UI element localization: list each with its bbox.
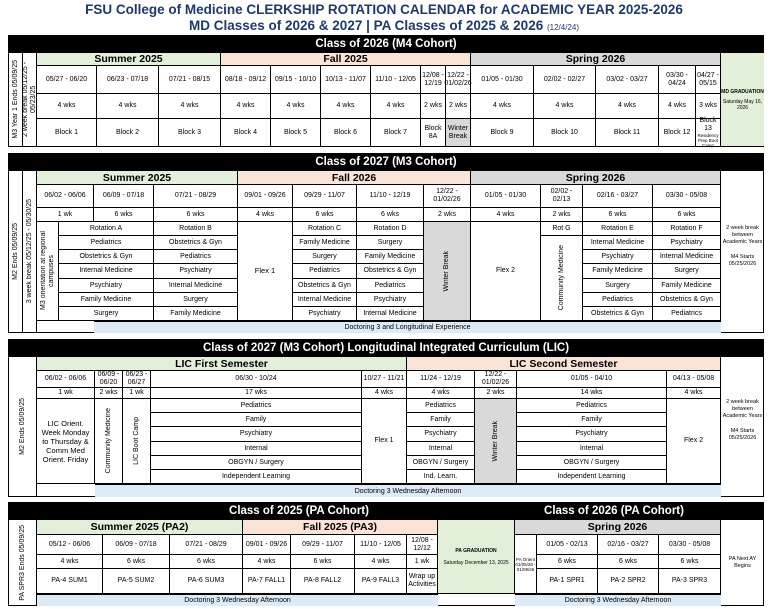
- lic-item: Pediatrics: [407, 399, 474, 413]
- side-note: 2 week break between Academic Years M4 Starts 05/25/2026: [722, 399, 763, 441]
- date-range-cell: 11/24 - 12/19: [407, 371, 475, 388]
- dates-cell: 07/21 - 08/29: [170, 535, 243, 555]
- rotation-item: Obstetrics & Gyn: [59, 250, 153, 264]
- weeks-cell: 1 wk: [37, 208, 94, 222]
- weeks-cell: 1 wk: [123, 388, 151, 399]
- dates-cell: 02/16 - 03/27: [598, 535, 659, 555]
- rotation-item: Internal Medicine: [154, 279, 237, 293]
- rotation-item: Surgery: [653, 264, 720, 278]
- weeks-cell: 6 wks: [583, 208, 653, 222]
- date-range-cell: 06/02 - 06/06: [37, 371, 95, 388]
- rotation-item: Internal Medicine: [583, 236, 652, 250]
- lic-item: Psychiatry: [151, 427, 361, 441]
- section-heading: Class of 2026 (M4 Cohort): [9, 36, 763, 53]
- semester-lic-first: LIC First Semester: [37, 357, 407, 371]
- rotation-item: Pediatrics: [583, 293, 652, 307]
- section-class-2027-lic: [8, 339, 764, 497]
- date-range-cell: 12/22 - 01/02/26: [446, 66, 471, 94]
- date-range-cell: 03/30 - 04/24: [659, 66, 696, 94]
- rotation-item: Surgery: [583, 279, 652, 293]
- weeks-cell: 2 wks: [541, 208, 583, 222]
- weeks-cell: 4 wks: [596, 94, 659, 119]
- rotation-item: Psychiatry: [357, 293, 423, 307]
- left-break: 2 week break 05/12/25 - 05/23/25: [23, 53, 37, 147]
- lic-item: Independent Learning: [517, 470, 666, 484]
- date-range-cell: 06/09 - 06/20: [95, 371, 123, 388]
- section-heading: [9, 503, 763, 520]
- dates-cell: 12/08 - 12/12: [407, 535, 438, 555]
- wks-cell: 6 wks: [170, 555, 243, 569]
- semester-summer: Summer 2025: [37, 171, 238, 185]
- rotation-item: Psychiatry: [154, 264, 237, 278]
- date-range-cell: 09/01 - 09/26: [238, 185, 293, 208]
- rotation-item: Obstetrics & Gyn: [154, 236, 237, 250]
- rotation-item: Pediatrics: [293, 264, 356, 278]
- dates-cell: 01/05 - 02/13: [537, 535, 598, 555]
- wks-cell: 6 wks: [103, 555, 170, 569]
- lic-item: OBGYN / Surgery: [151, 456, 361, 470]
- block-cell: Block 10: [534, 119, 596, 147]
- date-range-cell: 05/27 - 06/20: [37, 66, 97, 94]
- lic-item: Psychiatry: [517, 427, 666, 441]
- orientation-label: M3 orientation at regional campuses: [37, 222, 59, 321]
- weeks-cell: 4 wks: [321, 94, 371, 119]
- lic-item: Independent Learning: [151, 470, 361, 484]
- block-cell: Block 9: [471, 119, 534, 147]
- date-range-cell: 01/05 - 04/10: [517, 371, 667, 388]
- weeks-cell: 4 wks: [271, 94, 321, 119]
- codes-cell: PA-3 SPR3: [659, 569, 721, 594]
- codes-cell: PA-1 SPR1: [537, 569, 598, 594]
- community-medicine: Community Medicine: [95, 399, 123, 484]
- weeks-cell: 4 wks: [159, 94, 221, 119]
- dates-cell: 09/01 - 09/26: [243, 535, 291, 555]
- weeks-cell: 4 wks: [667, 388, 721, 399]
- date-range-cell: 04/13 - 05/08: [667, 371, 721, 388]
- block-cell: Block 1: [37, 119, 97, 147]
- rotation-item: Obstetrics & Gyn: [653, 293, 720, 307]
- section-heading: Class of 2027 (M3 Cohort) Longitudinal Integrated Curriculum (LIC): [9, 340, 763, 357]
- weeks-cell: 4 wks: [371, 94, 421, 119]
- wks-cell: 4 wks: [355, 555, 407, 569]
- lic-item: Psychiatry: [407, 427, 474, 441]
- block-cell: Block 6: [321, 119, 371, 147]
- block-cell: Winter Break: [446, 119, 471, 147]
- winter-break: Winter Break: [424, 222, 471, 321]
- weeks-cell: 4 wks: [97, 94, 159, 119]
- weeks-cell: 6 wks: [154, 208, 238, 222]
- rotation-item: Internal Medicine: [653, 250, 720, 264]
- weeks-cell: 4 wks: [238, 208, 293, 222]
- codes-cell: PA-8 FALL2: [291, 569, 355, 594]
- rotation-item: Psychiatry: [293, 307, 356, 321]
- title-line1: FSU College of Medicine CLERKSHIP ROTATION CALENDAR for ACADEMIC YEAR 2025-2026: [85, 2, 683, 17]
- semester-spring: Spring 2026: [515, 520, 721, 535]
- lic-item: Family: [151, 413, 361, 427]
- flex-1: Flex 1: [238, 222, 293, 321]
- lic-item: Internal: [151, 442, 361, 456]
- lic-boot-camp: LIC Boot Camp: [123, 399, 151, 484]
- date-range-cell: 12/22 - 01/02/26: [424, 185, 471, 208]
- weeks-cell: 14 wks: [517, 388, 667, 399]
- weeks-cell: 2 wks: [424, 208, 471, 222]
- date-range-cell: 12/08 - 12/19: [421, 66, 446, 94]
- date-range-cell: 06/02 - 06/06: [37, 185, 94, 208]
- date-range-cell: 06/23 - 07/18: [97, 66, 159, 94]
- block-cell: Block 12: [659, 119, 696, 147]
- weeks-cell: 2 wks: [421, 94, 446, 119]
- rotation-item: Obstetrics & Gyn: [357, 264, 423, 278]
- weeks-cell: 4 wks: [471, 208, 541, 222]
- wks-cell: 1 wk: [407, 555, 438, 569]
- codes-cell: PA-9 FALL3: [355, 569, 407, 594]
- left-label: M2 Ends 05/09/25: [9, 357, 37, 497]
- md-graduation: MD GRADUATION Saturday May 16, 2026: [721, 53, 764, 147]
- rotation-item: Psychiatry: [59, 279, 153, 293]
- weeks-cell: 4 wks: [659, 94, 696, 119]
- semester-summer-pa2: Summer 2025 (PA2): [37, 520, 243, 535]
- codes-cell: PA-2 SPR2: [598, 569, 659, 594]
- weeks-cell: 6 wks: [357, 208, 424, 222]
- doctoring-bar: Doctoring 3 Wednesday Afternoon: [95, 484, 721, 497]
- section-class-2026-m4: [8, 35, 764, 147]
- date-range-cell: 10/27 - 11/21: [362, 371, 407, 388]
- date-range-cell: 06/30 - 10/24: [151, 371, 362, 388]
- title-line2: MD Classes of 2026 & 2027 | PA Classes of 2025 & 2026: [188, 18, 544, 33]
- rotation-item: Rotation C: [293, 222, 356, 236]
- flex-1: Flex 1: [362, 399, 407, 484]
- date-range-cell: 07/21 - 08/29: [154, 185, 238, 208]
- date-range-cell: 06/09 - 07/18: [94, 185, 154, 208]
- date-range-cell: 04/27 - 05/15: [696, 66, 721, 94]
- wks-cell: 6 wks: [659, 555, 721, 569]
- rotation-item: Surgery: [154, 293, 237, 307]
- lic-mid-list: [407, 399, 475, 484]
- rotation-item: Family Medicine: [653, 279, 720, 293]
- rotation-item: Pediatrics: [59, 236, 153, 250]
- rotation-b-list: [154, 222, 238, 321]
- rotation-item: Surgery: [357, 236, 423, 250]
- weeks-cell: 17 wks: [151, 388, 362, 399]
- block-cell: Block 5: [271, 119, 321, 147]
- rotation-item: Family Medicine: [583, 264, 652, 278]
- doctoring-bar-pa2026: Doctoring 3 Wednesday Afternoon: [515, 594, 721, 606]
- section-class-2027-m3: [8, 153, 764, 333]
- codes-cell: PA-5 SUM2: [103, 569, 170, 594]
- rotation-item: Internal Medicine: [59, 264, 153, 278]
- winter-break: Winter Break: [475, 399, 517, 484]
- left-label: M2 Ends 05/09/25: [9, 171, 23, 333]
- lic-item: Ind. Learn.: [407, 470, 474, 484]
- wks-cell: 6 wks: [537, 555, 598, 569]
- lic-orientation: LIC Orient. Week Monday to Thursday & Comm Med Orient. Friday: [37, 399, 95, 484]
- side-note: PA Next AY Begins: [728, 556, 757, 569]
- weeks-cell: 4 wks: [471, 94, 534, 119]
- lic-item: OBGYN / Surgery: [407, 456, 474, 470]
- block-cell: Block 11: [596, 119, 659, 147]
- rotation-item: Psychiatry: [583, 250, 652, 264]
- pa-orientation: PA Orient 01/05/26 - 01/09/26: [515, 535, 537, 594]
- weeks-cell: 4 wks: [37, 94, 97, 119]
- date-range-cell: 11/10 - 12/05: [371, 66, 421, 94]
- heading-pa-2026: Class of 2026 (PA Cohort): [544, 505, 684, 517]
- rotation-item: Rotation E: [583, 222, 652, 236]
- heading-pa-2025: Class of 2025 (PA Cohort): [229, 505, 369, 517]
- lic-item: Family: [407, 413, 474, 427]
- section-pa-cohorts: [8, 502, 764, 606]
- rotation-item: Surgery: [59, 307, 153, 321]
- block-cell: Block 3: [159, 119, 221, 147]
- weeks-cell: 4 wks: [221, 94, 271, 119]
- date-range-cell: 08/18 - 09/12: [221, 66, 271, 94]
- rotation-item: Internal Medicine: [357, 307, 423, 321]
- wks-cell: 4 wks: [37, 555, 103, 569]
- date-range-cell: 01/05 - 01/30: [471, 185, 541, 208]
- semester-summer: Summer 2025: [37, 53, 221, 66]
- date-range-cell: 07/21 - 08/15: [159, 66, 221, 94]
- block-cell: Block 8A: [421, 119, 446, 147]
- weeks-cell: 2 wks: [446, 94, 471, 119]
- date-range-cell: 03/30 - 05/08: [653, 185, 721, 208]
- rotation-item: Internal Medicine: [293, 293, 356, 307]
- date-range-cell: 03/02 - 03/27: [596, 66, 659, 94]
- block-13-subtitle: Residency Prep Boot Camp: [697, 133, 719, 148]
- rotation-item: Family Medicine: [59, 293, 153, 307]
- weeks-cell: 4 wks: [362, 388, 407, 399]
- weeks-cell: 6 wks: [94, 208, 154, 222]
- block-cell: Block 4: [221, 119, 271, 147]
- doctoring-bar-pa2025: Doctoring 3 Wednesday Afternoon: [37, 594, 438, 606]
- lic-item: OBGYN / Surgery: [517, 456, 666, 470]
- date-range-cell: 09/15 - 10/10: [271, 66, 321, 94]
- rotation-item: Pediatrics: [357, 279, 423, 293]
- weeks-cell: 6 wks: [293, 208, 357, 222]
- rotation-item: Obstetrics & Gyn: [583, 307, 652, 321]
- rotation-item: Family Medicine: [293, 236, 356, 250]
- section-heading: Class of 2027 (M3 Cohort): [9, 154, 763, 171]
- rotation-item: Rotation D: [357, 222, 423, 236]
- weeks-cell: 3 wks: [696, 94, 721, 119]
- doctoring-bar: Doctoring 3 and Longitudinal Experience: [94, 321, 721, 333]
- left-label: PA SPR3 Ends 05/09/25: [9, 520, 37, 606]
- date-range-cell: 02/02 - 02/13: [541, 185, 583, 208]
- lic-item: Family: [517, 413, 666, 427]
- date-range-cell: 09/29 - 11/07: [293, 185, 357, 208]
- rotation-f-list: [653, 222, 721, 321]
- title-date: (12/4/24): [546, 23, 580, 32]
- lic-item: Internal: [517, 442, 666, 456]
- side-note: 2 week break between Academic Years M4 Starts 05/25/2026: [722, 224, 763, 267]
- flex-2: Flex 2: [667, 399, 721, 484]
- rotation-item: Pediatrics: [154, 250, 237, 264]
- semester-fall-pa3: Fall 2025 (PA3): [243, 520, 438, 535]
- codes-cell: Wrap up Activities: [407, 569, 438, 594]
- weeks-cell: 2 wks: [95, 388, 123, 399]
- block-cell: Block 13 Residency Prep Boot Camp: [696, 119, 721, 147]
- lic-item: Pediatrics: [151, 399, 361, 413]
- codes-cell: PA-7 FALL1: [243, 569, 291, 594]
- date-range-cell: 01/05 - 01/30: [471, 66, 534, 94]
- weeks-cell: 4 wks: [534, 94, 596, 119]
- rotation-item: Rotation F: [653, 222, 720, 236]
- semester-spring: Spring 2026: [471, 171, 721, 185]
- rotation-d-list: [357, 222, 424, 321]
- dates-cell: 05/12 - 06/06: [37, 535, 103, 555]
- weeks-cell: 2 wks: [475, 388, 517, 399]
- lic-first-list: [151, 399, 362, 484]
- left-label: M3 Year 1 Ends 05/09/25: [9, 53, 23, 147]
- rotation-item: Obstetrics & Gyn: [293, 279, 356, 293]
- codes-cell: PA-6 SUM3: [170, 569, 243, 594]
- rotation-item: Psychiatry: [653, 236, 720, 250]
- rotation-item: Family Medicine: [357, 250, 423, 264]
- dates-cell: 03/30 - 05/08: [659, 535, 721, 555]
- dates-cell: 09/29 - 11/07: [291, 535, 355, 555]
- block-cell: Block 2: [97, 119, 159, 147]
- semester-lic-second: LIC Second Semester: [407, 357, 721, 371]
- date-range-cell: 02/02 - 02/27: [534, 66, 596, 94]
- rotation-item: Family Medicine: [154, 307, 237, 321]
- semester-fall: Fall 2025: [221, 53, 471, 66]
- rotation-item: Pediatrics: [653, 307, 720, 321]
- lic-second-list: [517, 399, 667, 484]
- codes-cell: PA-4 SUM1: [37, 569, 103, 594]
- rotation-item: Rotation A: [59, 222, 153, 236]
- date-range-cell: 02/16 - 03/27: [583, 185, 653, 208]
- rotation-item: Rotation B: [154, 222, 237, 236]
- weeks-cell: 1 wk: [37, 388, 95, 399]
- rot-g-label: Rot G: [541, 222, 583, 236]
- rotation-item: Surgery: [293, 250, 356, 264]
- dates-cell: 11/10 - 12/05: [355, 535, 407, 555]
- flex-2: Flex 2: [471, 222, 541, 321]
- lic-item: Internal: [407, 442, 474, 456]
- date-range-cell: 12/22 - 01/02/26: [475, 371, 517, 388]
- weeks-cell: 4 wks: [407, 388, 475, 399]
- block-cell: Block 7: [371, 119, 421, 147]
- community-medicine: Community Medicine: [541, 236, 583, 321]
- date-range-cell: 10/13 - 11/07: [321, 66, 371, 94]
- rotation-e-list: [583, 222, 653, 321]
- page-title: [0, 2, 768, 36]
- weeks-cell: 6 wks: [653, 208, 721, 222]
- wks-cell: 6 wks: [598, 555, 659, 569]
- lic-item: Pediatrics: [517, 399, 666, 413]
- semester-fall: Fall 2026: [238, 171, 471, 185]
- date-range-cell: 11/10 - 12/19: [357, 185, 424, 208]
- date-range-cell: 06/23 - 06/27: [123, 371, 151, 388]
- pa-graduation: PA GRADUATION Saturday December 13, 2025: [438, 520, 515, 594]
- semester-spring: Spring 2026: [471, 53, 721, 66]
- wks-cell: 6 wks: [291, 555, 355, 569]
- left-break: 3 week break 05/12/25 - 05/30/25: [23, 171, 37, 333]
- rotation-c-list: [293, 222, 357, 321]
- rotation-a-list: [59, 222, 154, 321]
- wks-cell: 4 wks: [243, 555, 291, 569]
- dates-cell: 06/09 - 07/18: [103, 535, 170, 555]
